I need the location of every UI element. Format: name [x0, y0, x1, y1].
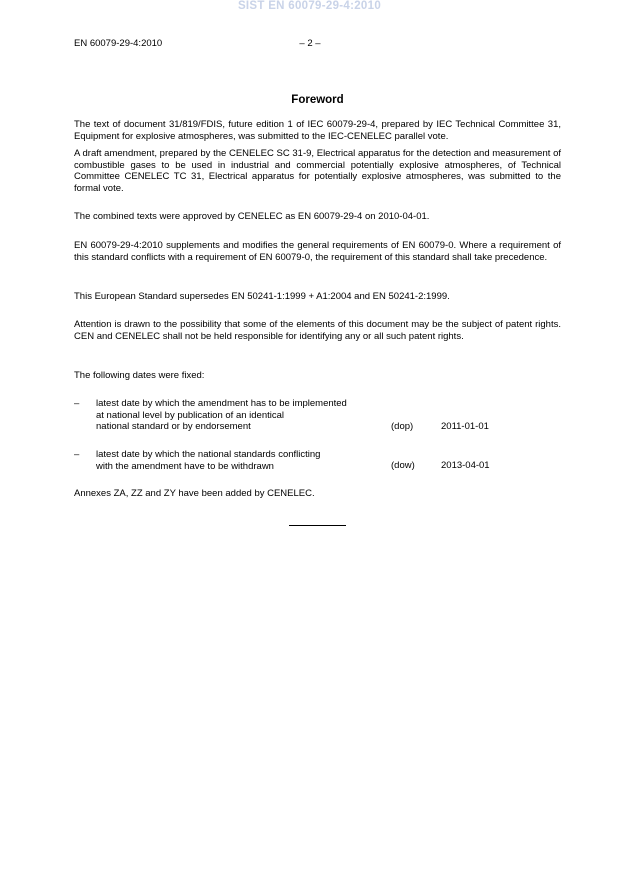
paragraph-annexes: Annexes ZA, ZZ and ZY have been added by CENELEC.	[74, 488, 315, 499]
date-item-line: latest date by which the national standards conflicting	[96, 449, 321, 460]
paragraph-supplements: EN 60079-29-4:2010 supplements and modifies the general requirements of EN 60079-0. Where a requirement of this standard conflicts with a requirement of EN 60079-0, the requirement of this standard shall take precedence.	[74, 240, 561, 263]
paragraph-patent-rights: Attention is drawn to the possibility that some of the elements of this document may be the subject of patent rights. CEN and CENELEC shall not be held responsible for identifying any or all such patent rights.	[74, 319, 561, 342]
paragraph-approval: The combined texts were approved by CENELEC as EN 60079-29-4 on 2010-04-01.	[74, 211, 430, 222]
header-doc-id: EN 60079-29-4:2010	[74, 38, 163, 49]
date-value: 2011-01-01	[441, 421, 489, 433]
paragraph-dates-intro: The following dates were fixed:	[74, 370, 205, 381]
paragraph-fdis: The text of document 31/819/FDIS, future edition 1 of IEC 60079-29-4, prepared by IEC Technical Committee 31, Equipment for explosive atmospheres, was submitted to the IEC-CENELEC parallel vote.	[74, 119, 561, 142]
dash-bullet: –	[74, 449, 80, 460]
date-item-line: national standard or by endorsement	[96, 421, 251, 433]
date-item-text	[96, 449, 396, 472]
date-item-dop	[74, 398, 561, 433]
header-page-number: – 2 –	[299, 38, 321, 49]
end-rule	[289, 525, 346, 526]
date-code: (dop)	[391, 421, 414, 433]
date-item-line: with the amendment have to be withdrawn	[96, 460, 274, 472]
dash-bullet: –	[74, 398, 80, 409]
date-item-text	[96, 398, 396, 433]
watermark: SIST EN 60079-29-4:2010	[237, 0, 382, 12]
date-value: 2013-04-01	[441, 460, 490, 472]
date-item-dow	[74, 449, 561, 472]
date-code: (dow)	[391, 460, 415, 472]
paragraph-draft-amendment: A draft amendment, prepared by the CENELEC SC 31-9, Electrical apparatus for the detection and measurement of combustible gases to be used in industrial and commercial potentially explosive atmospheres, of Technical Committee CENELEC TC 31, Electrical apparatus for potentially explosive atmospheres, was submitted to the formal vote.	[74, 148, 561, 194]
section-title: Foreword	[291, 94, 344, 106]
date-item-line: latest date by which the amendment has to be implemented	[96, 398, 347, 409]
date-item-line: at national level by publication of an identical	[96, 409, 285, 421]
paragraph-supersedes: This European Standard supersedes EN 50241-1:1999 + A1:2004 and EN 50241-2:1999.	[74, 291, 450, 302]
